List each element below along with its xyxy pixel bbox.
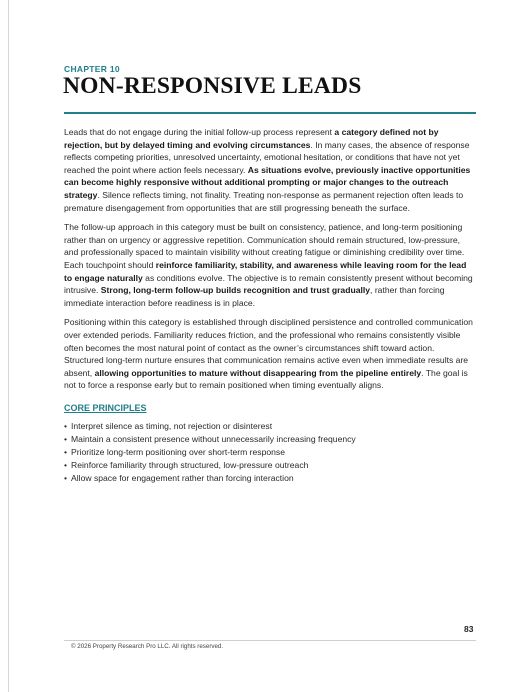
body-text: . Silence reflects timing, not finality. Treating non-response as permanent rejection often leads to premature disengagement from opportunities that are still progressing beneath the surface. (64, 189, 464, 213)
emphasis-text: a category defined not by rejection, but by delayed timing and evolving circumstances (64, 127, 439, 150)
principle-item: • Prioritize long-term positioning over short-term response (64, 446, 476, 459)
core-principles-heading: CORE PRINCIPLES (64, 402, 147, 413)
principle-item: • Maintain a consistent presence without unnecessarily increasing frequency (64, 433, 476, 446)
body-paragraph-2 (64, 221, 476, 309)
principle-item: • Allow space for engagement rather than forcing interaction (64, 472, 476, 485)
body-text: . In many cases, the absence of response reflects competing priorities, unresolved uncertainty, emotional hesitation, or conditions that have not yet reached the point where action feels necessary. (64, 139, 470, 175)
chapter-body (64, 126, 476, 484)
emphasis-text: As situations evolve, previously inactive opportunities can become highly responsive without additional prompting or major changes to the outreach strategy (64, 164, 471, 200)
body-text: The follow-up approach in this category must be built on consistency, patience, and long-term positioning rather than on urgency or aggressive repetition. Communication should remain structured, low-pressure, and professionally spaced to maintain visibility without creating fatigue or diminishing credibility over time. Each touchpoint should (64, 222, 465, 270)
document-page (8, 0, 529, 692)
title-divider (64, 112, 476, 114)
body-text: Positioning within this category is established through disciplined persistence and controlled communication over extended periods. Familiarity reduces friction, and the professional who remains consistently visible often becomes the most natural point of contact as the owner’s circumstances shift toward action. Structured long-term nurture ensures that communication remains active even when immediate results are absent, (64, 317, 473, 378)
core-principles-list (64, 420, 476, 484)
chapter-label: CHAPTER 10 (64, 64, 120, 74)
body-text: . The goal is not to force a response early but to remain positioned when timing eventually aligns. (64, 367, 468, 391)
emphasis-text: allowing opportunities to mature without disappearing from the pipeline entirely (94, 367, 422, 378)
principle-item: • Interpret silence as timing, not rejection or disinterest (64, 420, 476, 433)
page-number: 83 (464, 624, 474, 634)
body-paragraph-1 (64, 126, 476, 214)
emphasis-text: reinforce familiarity, stability, and awareness while leaving room for the lead to engage naturally (64, 259, 467, 283)
body-paragraph-3 (64, 316, 476, 392)
footer-divider (64, 640, 476, 641)
emphasis-text: Strong, long-term follow-up builds recognition and trust gradually (100, 285, 371, 296)
principle-item: • Reinforce familiarity through structured, low-pressure outreach (64, 459, 476, 472)
footer-copyright: © 2026 Property Research Pro LLC. All rights reserved. (71, 643, 224, 650)
body-text: Leads that do not engage during the initial follow-up process represent (64, 127, 335, 137)
body-text: as conditions evolve. The objective is to remain consistently present without becoming intrusive. (64, 272, 473, 296)
body-text: , rather than forcing immediate interaction before readiness is in place. (64, 285, 445, 308)
chapter-title: NON-RESPONSIVE LEADS (63, 73, 362, 99)
